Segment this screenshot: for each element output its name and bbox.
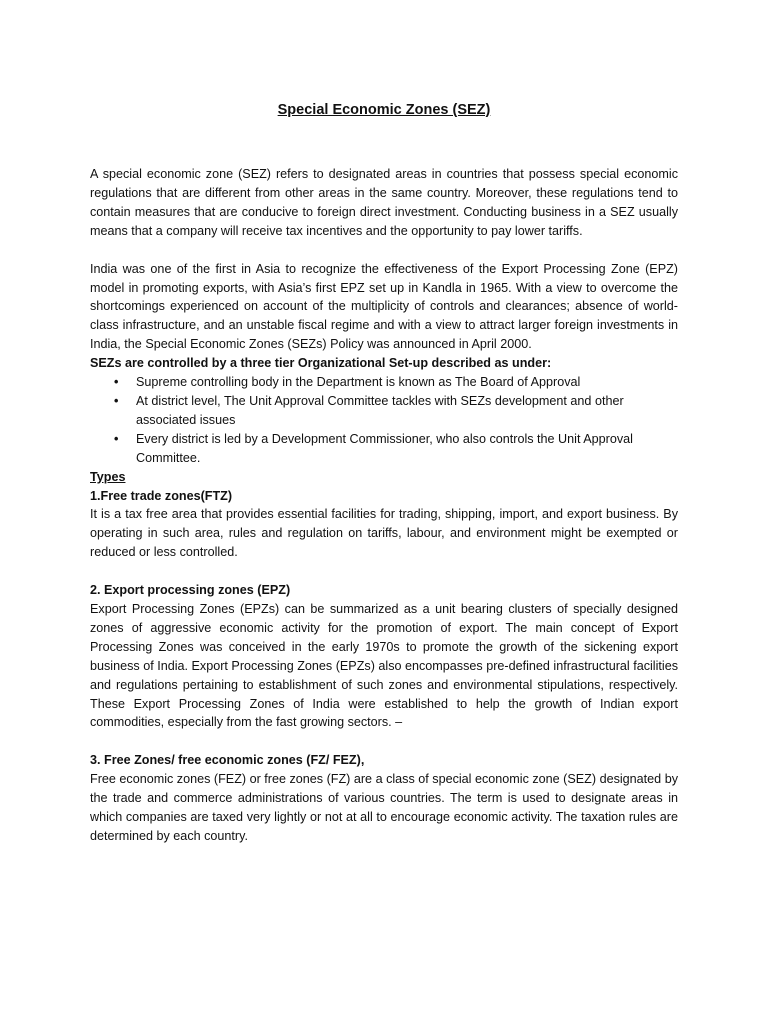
epz-heading: 2. Export processing zones (EPZ): [90, 583, 291, 598]
list-item-text: Supreme controlling body in the Department is known as The Board of Approval: [136, 375, 581, 390]
paragraph-gap: [90, 241, 678, 260]
bullet-icon: •: [114, 393, 119, 408]
intro-paragraph: A special economic zone (SEZ) refers to designated areas in countries that possess special economic regulations that are different from other areas in the same country. Moreover, these regulations tend to contain measures that are conducive to foreign direct investment. Conducting business in a SEZ usually means that a company will receive tax incentives and the opportunity to pay lower tariffs.: [90, 167, 678, 238]
document-page: [90, 100, 678, 846]
list-item-text: Every district is led by a Development Commissioner, who also controls the Unit Approval Committee.: [136, 431, 633, 465]
types-label: Types: [90, 469, 126, 484]
ftz-body: It is a tax free area that provides essential facilities for trading, shipping, import, and export business. By operating in such area, rules and regulation on tariffs, labour, and environment might be exempted or reduced or less controlled.: [90, 507, 678, 560]
epz-body: Export Processing Zones (EPZs) can be summarized as a unit bearing clusters of specially designed zones of aggressive economic activity for the promotion of export. The main concept of Export Processing Zones was conceived in the early 1970s to promote the growth of the sickening export business of India. Export Processing Zones (EPZs) also encompasses pre-defined infrastructural facilities and regulations pertaining to establishment of such zones and environmental stipulations, respectively. These Export Processing Zones of India were established to help the growth of Indian export commodities, especially from the fast growing sectors. –: [90, 602, 678, 730]
paragraph-gap: [90, 732, 678, 751]
setup-list: [90, 373, 678, 468]
list-item: [114, 373, 678, 392]
document-title: Special Economic Zones (SEZ): [277, 102, 491, 118]
setup-heading: SEZs are controlled by a three tier Organizational Set-up described as under:: [90, 356, 552, 371]
bullet-icon: •: [114, 431, 119, 446]
list-item: [114, 392, 678, 430]
bullet-icon: •: [114, 375, 119, 390]
fz-heading: 3. Free Zones/ free economic zones (FZ/ FEZ),: [90, 753, 365, 768]
paragraph-gap: [90, 562, 678, 581]
list-item: [114, 430, 678, 468]
fz-body: Free economic zones (FEZ) or free zones (FZ) are a class of special economic zone (SEZ) designated by the trade and commerce administrations of various countries. The term is used to designate areas in which companies are taxed very lightly or not at all to encourage economic activity. The taxation rules are determined by each country.: [90, 772, 678, 843]
list-item-text: At district level, The Unit Approval Committee tackles with SEZs development and other associated issues: [136, 393, 624, 427]
india-paragraph: India was one of the first in Asia to recognize the effectiveness of the Export Processing Zone (EPZ) model in promoting exports, with Asia’s first EPZ set up in Kandla in 1965. With a view to overcome the shortcomings experienced on account of the multiplicity of controls and clearances; absence of world-class infrastructure, and an unstable fiscal regime and with a view to attract larger foreign investments in India, the Special Economic Zones (SEZs) Policy was announced in April 2000.: [90, 261, 678, 352]
ftz-heading: 1.Free trade zones(FTZ): [90, 488, 233, 503]
